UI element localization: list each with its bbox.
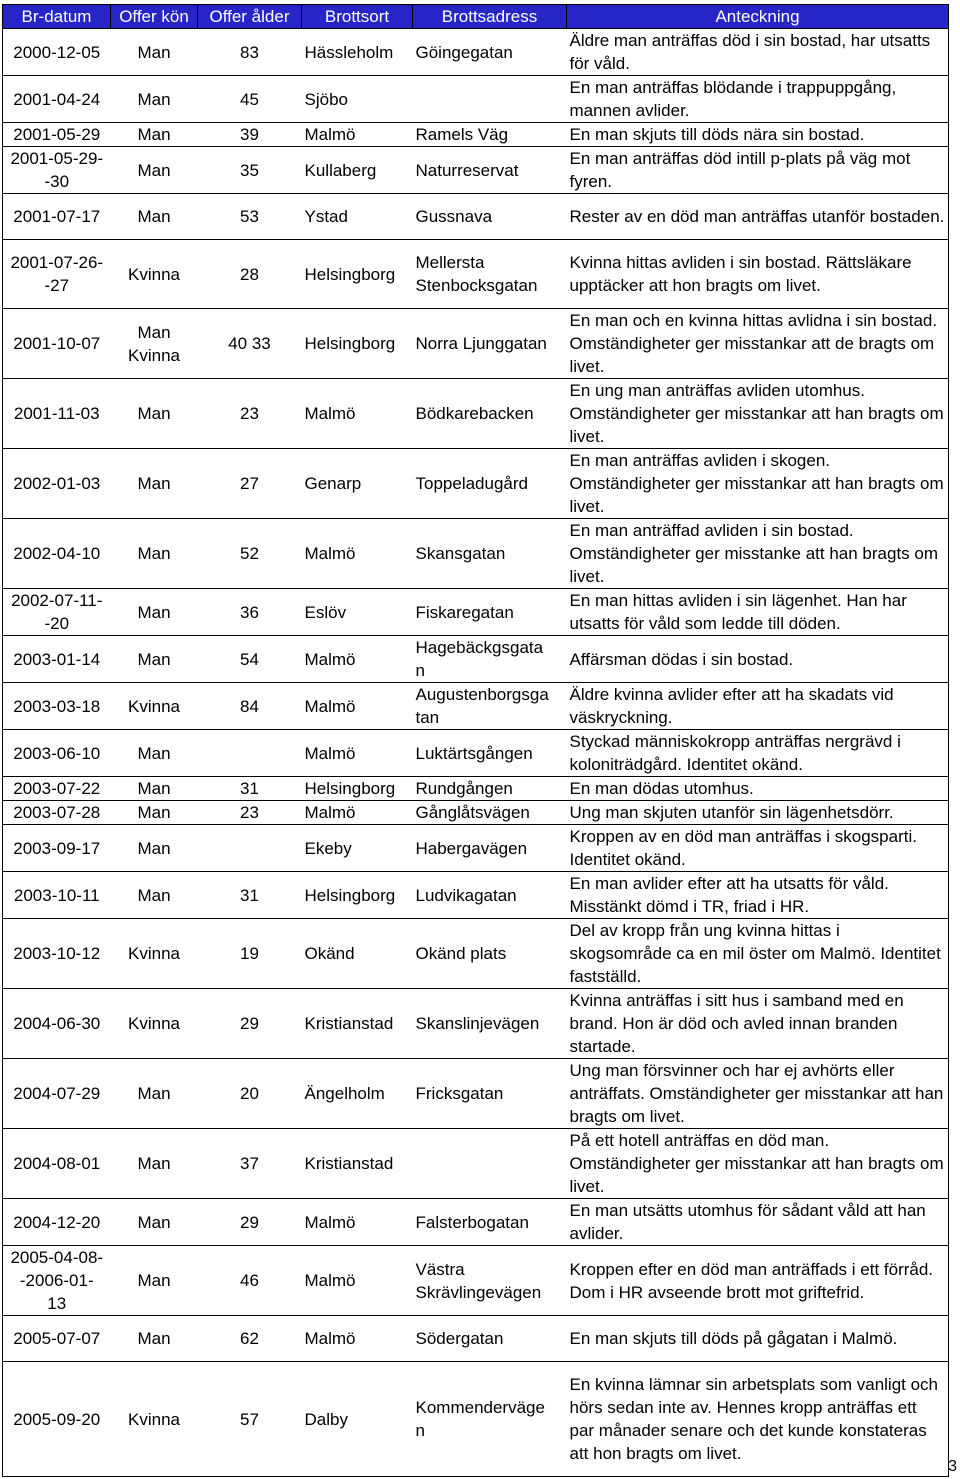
cell-victim-age [198, 730, 302, 777]
cell-victim-gender: Man [111, 1129, 198, 1199]
cell-note: En man anträffad avliden i sin bostad. Omständigheter ger misstanke att han bragts om livet. [567, 519, 949, 589]
cell-note: Ung man försvinner och har ej avhörts eller anträffats. Omständigheter ger misstankar att han bragts om livet. [567, 1059, 949, 1129]
cell-victim-age: 20 [198, 1059, 302, 1129]
table-row [3, 1246, 949, 1316]
cell-date: 2003-03-18 [3, 683, 111, 730]
cell-crime-location: Helsingborg [302, 777, 413, 801]
cell-crime-address: Skansgatan [413, 519, 567, 589]
cell-crime-address: Habergavägen [413, 825, 567, 872]
cell-victim-gender: Man [111, 194, 198, 240]
cell-crime-location: Kristianstad [302, 1129, 413, 1199]
cell-crime-address: Hagebäckgsgata n [413, 636, 567, 683]
cell-victim-age: 39 [198, 123, 302, 147]
cell-victim-age: 27 [198, 449, 302, 519]
cell-date: 2004-12-20 [3, 1199, 111, 1246]
cell-crime-location: Ystad [302, 194, 413, 240]
cell-note: Styckad människokropp anträffas nergrävd i koloniträdgård. Identitet okänd. [567, 730, 949, 777]
cell-note: Kvinna hittas avliden i sin bostad. Rättsläkare upptäcker att hon bragts om livet. [567, 240, 949, 309]
cell-victim-gender: Man [111, 1316, 198, 1362]
cell-date: 2003-07-28 [3, 801, 111, 825]
cell-victim-gender: Man [111, 777, 198, 801]
cell-victim-age: 46 [198, 1246, 302, 1316]
cell-victim-gender: Man [111, 872, 198, 919]
cell-victim-gender: Man [111, 147, 198, 194]
table-body [3, 29, 949, 1477]
cell-note: En man skjuts till döds på gågatan i Malmö. [567, 1316, 949, 1362]
cell-victim-age: 23 [198, 379, 302, 449]
table-row [3, 449, 949, 519]
cell-victim-age: 40 33 [198, 309, 302, 379]
cell-crime-address: Kommenderväge n [413, 1362, 567, 1477]
cell-note: Äldre man anträffas död i sin bostad, har utsatts för våld. [567, 29, 949, 76]
cell-note: Äldre kvinna avlider efter att ha skadats vid väskryckning. [567, 683, 949, 730]
table-row [3, 519, 949, 589]
cell-date: 2003-01-14 [3, 636, 111, 683]
table-row [3, 1362, 949, 1477]
cell-victim-age: 53 [198, 194, 302, 240]
column-header-victim-gender[interactable]: Offer kön [111, 5, 198, 29]
cell-victim-age: 23 [198, 801, 302, 825]
cell-victim-gender: Man [111, 636, 198, 683]
cell-crime-address: Norra Ljunggatan [413, 309, 567, 379]
cell-crime-location: Malmö [302, 379, 413, 449]
cell-victim-age: 45 [198, 76, 302, 123]
cell-crime-location: Okänd [302, 919, 413, 989]
cell-date: 2003-10-11 [3, 872, 111, 919]
table-row [3, 777, 949, 801]
cell-victim-gender: Man [111, 76, 198, 123]
cell-victim-gender: Kvinna [111, 919, 198, 989]
page-number: 3 [948, 1458, 957, 1475]
cell-victim-gender: Man [111, 519, 198, 589]
cell-victim-age: 52 [198, 519, 302, 589]
cell-date: 2003-09-17 [3, 825, 111, 872]
cell-crime-address: Södergatan [413, 1316, 567, 1362]
cell-crime-location: Genarp [302, 449, 413, 519]
cell-note: En man och en kvinna hittas avlidna i sin bostad. Omständigheter ger misstankar att de bragts om livet. [567, 309, 949, 379]
table-row [3, 919, 949, 989]
cell-crime-location: Malmö [302, 1199, 413, 1246]
cell-note: På ett hotell anträffas en död man. Omständigheter ger misstankar att han bragts om livet. [567, 1129, 949, 1199]
cell-crime-location: Kullaberg [302, 147, 413, 194]
cell-note: En kvinna lämnar sin arbetsplats som vanligt och hörs sedan inte av. Hennes kropp anträffas ett par månader senare och det kunde konstateras att hon bragts om livet. [567, 1362, 949, 1477]
cell-date: 2001-11-03 [3, 379, 111, 449]
column-header-victim-age[interactable]: Offer ålder [198, 5, 302, 29]
cell-victim-age: 35 [198, 147, 302, 194]
cell-crime-address: Mellersta Stenbocksgatan [413, 240, 567, 309]
cell-crime-location: Ängelholm [302, 1059, 413, 1129]
cell-note: En man avlider efter att ha utsatts för våld. Misstänkt dömd i TR, friad i HR. [567, 872, 949, 919]
crime-table [2, 4, 949, 1477]
cell-crime-location: Malmö [302, 123, 413, 147]
table-row [3, 379, 949, 449]
cell-victim-gender: Man [111, 730, 198, 777]
cell-date: 2000-12-05 [3, 29, 111, 76]
cell-victim-gender: Kvinna [111, 683, 198, 730]
cell-crime-location: Malmö [302, 1316, 413, 1362]
cell-victim-age: 84 [198, 683, 302, 730]
cell-victim-age: 62 [198, 1316, 302, 1362]
cell-crime-address: Fiskaregatan [413, 589, 567, 636]
cell-crime-address: Bödkarebacken [413, 379, 567, 449]
cell-victim-gender: Kvinna [111, 240, 198, 309]
cell-victim-gender: Man [111, 123, 198, 147]
cell-date: 2002-07-11- -20 [3, 589, 111, 636]
cell-crime-address: Göingegatan [413, 29, 567, 76]
cell-date: 2001-05-29- -30 [3, 147, 111, 194]
header-row [3, 5, 949, 29]
table-row [3, 825, 949, 872]
cell-crime-address: Okänd plats [413, 919, 567, 989]
cell-note: Ung man skjuten utanför sin lägenhetsdörr. [567, 801, 949, 825]
cell-crime-address: Luktärtsgången [413, 730, 567, 777]
table-row [3, 801, 949, 825]
table-row [3, 636, 949, 683]
cell-date: 2002-01-03 [3, 449, 111, 519]
cell-crime-location: Helsingborg [302, 240, 413, 309]
cell-crime-location: Malmö [302, 636, 413, 683]
table-row [3, 872, 949, 919]
cell-crime-address: Toppeladugård [413, 449, 567, 519]
cell-note: En ung man anträffas avliden utomhus. Omständigheter ger misstankar att han bragts om livet. [567, 379, 949, 449]
column-header-note[interactable]: Anteckning [567, 5, 949, 29]
cell-victim-age: 54 [198, 636, 302, 683]
cell-crime-location: Malmö [302, 683, 413, 730]
cell-note: Kroppen av en död man anträffas i skogsparti. Identitet okänd. [567, 825, 949, 872]
cell-victim-gender: Man [111, 1246, 198, 1316]
cell-crime-location: Malmö [302, 730, 413, 777]
cell-crime-address: Gussnava [413, 194, 567, 240]
cell-crime-location: Eslöv [302, 589, 413, 636]
cell-note: En man anträffas avliden i skogen. Omständigheter ger misstankar att han bragts om livet. [567, 449, 949, 519]
table-row [3, 29, 949, 76]
cell-victim-gender: Man [111, 1199, 198, 1246]
cell-victim-gender: Man [111, 29, 198, 76]
cell-victim-gender: Man [111, 379, 198, 449]
cell-crime-address [413, 76, 567, 123]
cell-victim-age: 83 [198, 29, 302, 76]
table-row [3, 76, 949, 123]
cell-crime-address: Ludvikagatan [413, 872, 567, 919]
cell-date: 2005-07-07 [3, 1316, 111, 1362]
table-row [3, 147, 949, 194]
table-row [3, 683, 949, 730]
cell-victim-age: 29 [198, 989, 302, 1059]
cell-victim-gender: Kvinna [111, 989, 198, 1059]
cell-date: 2003-06-10 [3, 730, 111, 777]
cell-note: Affärsman dödas i sin bostad. [567, 636, 949, 683]
cell-victim-age: 31 [198, 777, 302, 801]
table-row [3, 589, 949, 636]
cell-crime-location: Sjöbo [302, 76, 413, 123]
table-row [3, 309, 949, 379]
cell-crime-address: Augustenborgsga tan [413, 683, 567, 730]
cell-note: En man anträffas död intill p-plats på väg mot fyren. [567, 147, 949, 194]
cell-victim-age: 31 [198, 872, 302, 919]
cell-date: 2004-07-29 [3, 1059, 111, 1129]
cell-date: 2001-10-07 [3, 309, 111, 379]
cell-crime-address: Gånglåtsvägen [413, 801, 567, 825]
cell-victim-age: 57 [198, 1362, 302, 1477]
cell-victim-gender: Man [111, 825, 198, 872]
cell-victim-gender: Man [111, 589, 198, 636]
cell-date: 2005-09-20 [3, 1362, 111, 1477]
cell-crime-location: Kristianstad [302, 989, 413, 1059]
cell-victim-gender: Man [111, 449, 198, 519]
cell-crime-location: Hässleholm [302, 29, 413, 76]
cell-note: En man dödas utomhus. [567, 777, 949, 801]
cell-date: 2001-05-29 [3, 123, 111, 147]
cell-crime-location: Malmö [302, 519, 413, 589]
table-row [3, 240, 949, 309]
table-row [3, 1129, 949, 1199]
cell-victim-gender: Man [111, 801, 198, 825]
cell-crime-location: Dalby [302, 1362, 413, 1477]
cell-victim-gender: Man Kvinna [111, 309, 198, 379]
column-header-crime-location[interactable]: Brottsort [302, 5, 413, 29]
cell-crime-location: Helsingborg [302, 309, 413, 379]
cell-note: En man anträffas blödande i trappuppgång, mannen avlider. [567, 76, 949, 123]
cell-crime-address: Ramels Väg [413, 123, 567, 147]
cell-crime-location: Malmö [302, 1246, 413, 1316]
cell-crime-address: Skanslinjevägen [413, 989, 567, 1059]
cell-crime-address: Västra Skrävlingevägen [413, 1246, 567, 1316]
column-header-date[interactable]: Br-datum [3, 5, 111, 29]
table-row [3, 730, 949, 777]
cell-date: 2001-04-24 [3, 76, 111, 123]
cell-date: 2005-04-08- -2006-01- 13 [3, 1246, 111, 1316]
table-row [3, 123, 949, 147]
cell-date: 2001-07-26- -27 [3, 240, 111, 309]
cell-victim-age: 36 [198, 589, 302, 636]
cell-victim-gender: Kvinna [111, 1362, 198, 1477]
cell-date: 2002-04-10 [3, 519, 111, 589]
cell-note: Kroppen efter en död man anträffads i ett förråd. Dom i HR avseende brott mot griftefrid. [567, 1246, 949, 1316]
cell-victim-gender: Man [111, 1059, 198, 1129]
cell-crime-address: Rundgången [413, 777, 567, 801]
cell-note: Kvinna anträffas i sitt hus i samband med en brand. Hon är död och avled innan branden startade. [567, 989, 949, 1059]
cell-victim-age: 28 [198, 240, 302, 309]
table-row [3, 194, 949, 240]
table-row [3, 1316, 949, 1362]
cell-date: 2003-07-22 [3, 777, 111, 801]
cell-crime-location: Malmö [302, 801, 413, 825]
cell-crime-address: Naturreservat [413, 147, 567, 194]
cell-victim-age: 37 [198, 1129, 302, 1199]
cell-victim-age: 19 [198, 919, 302, 989]
cell-crime-address: Fricksgatan [413, 1059, 567, 1129]
cell-date: 2001-07-17 [3, 194, 111, 240]
cell-crime-address: Falsterbogatan [413, 1199, 567, 1246]
cell-note: En man hittas avliden i sin lägenhet. Han har utsatts för våld som ledde till döden. [567, 589, 949, 636]
cell-date: 2004-06-30 [3, 989, 111, 1059]
table-row [3, 1199, 949, 1246]
cell-note: Rester av en död man anträffas utanför bostaden. [567, 194, 949, 240]
cell-crime-address [413, 1129, 567, 1199]
cell-crime-location: Ekeby [302, 825, 413, 872]
cell-note: Del av kropp från ung kvinna hittas i skogsområde ca en mil öster om Malmö. Identitet fastställd. [567, 919, 949, 989]
cell-note: En man skjuts till döds nära sin bostad. [567, 123, 949, 147]
cell-date: 2004-08-01 [3, 1129, 111, 1199]
cell-note: En man utsätts utomhus för sådant våld att han avlider. [567, 1199, 949, 1246]
table-row [3, 989, 949, 1059]
table-row [3, 1059, 949, 1129]
column-header-crime-address[interactable]: Brottsadress [413, 5, 567, 29]
cell-date: 2003-10-12 [3, 919, 111, 989]
cell-victim-age [198, 825, 302, 872]
cell-victim-age: 29 [198, 1199, 302, 1246]
cell-crime-location: Helsingborg [302, 872, 413, 919]
